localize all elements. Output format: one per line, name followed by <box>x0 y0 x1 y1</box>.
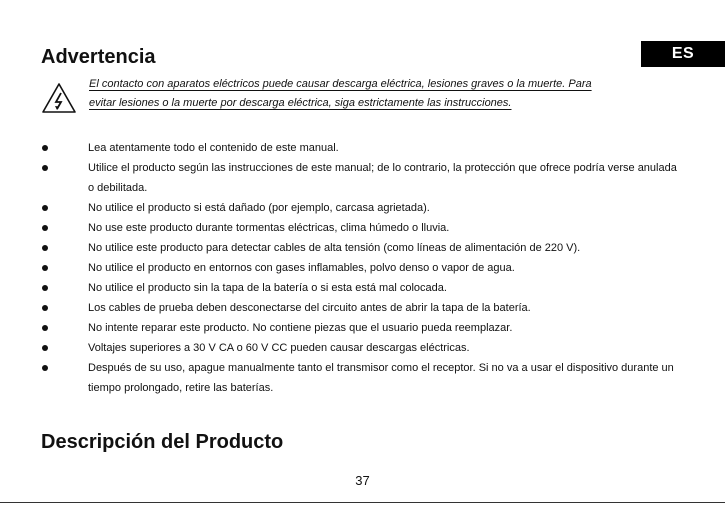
warning-line: evitar lesiones o la muerte por descarga eléctrica, siga estrictamente las instrucciones. <box>89 97 512 109</box>
list-item: No utilice el producto si está dañado (por ejemplo, carcasa agrietada). <box>0 198 725 218</box>
list-item: Utilice el producto según las instrucciones de este manual; de lo contrario, la protección que ofrece podría verse anulada o debilitada. <box>0 158 725 198</box>
list-item: No utilice este producto para detectar cables de alta tensión (como líneas de alimentación de 220 V). <box>0 238 725 258</box>
list-item: No intente reparar este producto. No contiene piezas que el usuario pueda reemplazar. <box>0 318 725 338</box>
list-item: Después de su uso, apague manualmente tanto el transmisor como el receptor. Si no va a usar el dispositivo durante un tiempo prolongado, retire las baterías. <box>0 358 725 398</box>
list-item: Lea atentamente todo el contenido de este manual. <box>0 138 725 158</box>
list-item: Voltajes superiores a 30 V CA o 60 V CC pueden causar descargas eléctricas. <box>0 338 725 358</box>
bottom-divider <box>0 502 725 503</box>
warning-title: Advertencia <box>41 46 156 68</box>
safety-list <box>0 138 725 398</box>
warning-line: El contacto con aparatos eléctricos puede causar descarga eléctrica, lesiones graves o la muerte. Para <box>89 78 592 90</box>
list-item: Los cables de prueba deben desconectarse del circuito antes de abrir la tapa de la batería. <box>0 298 725 318</box>
list-item: No utilice el producto sin la tapa de la batería o si esta está mal colocada. <box>0 278 725 298</box>
page-number: 37 <box>355 473 370 488</box>
warning-text <box>89 75 683 113</box>
electric-hazard-icon <box>41 82 77 114</box>
list-item: No use este producto durante tormentas eléctricas, clima húmedo o lluvia. <box>0 218 725 238</box>
product-description-title: Descripción del Producto <box>41 431 284 453</box>
list-item: No utilice el producto en entornos con gases inflamables, polvo denso o vapor de agua. <box>0 258 725 278</box>
language-tab: ES <box>641 41 725 67</box>
